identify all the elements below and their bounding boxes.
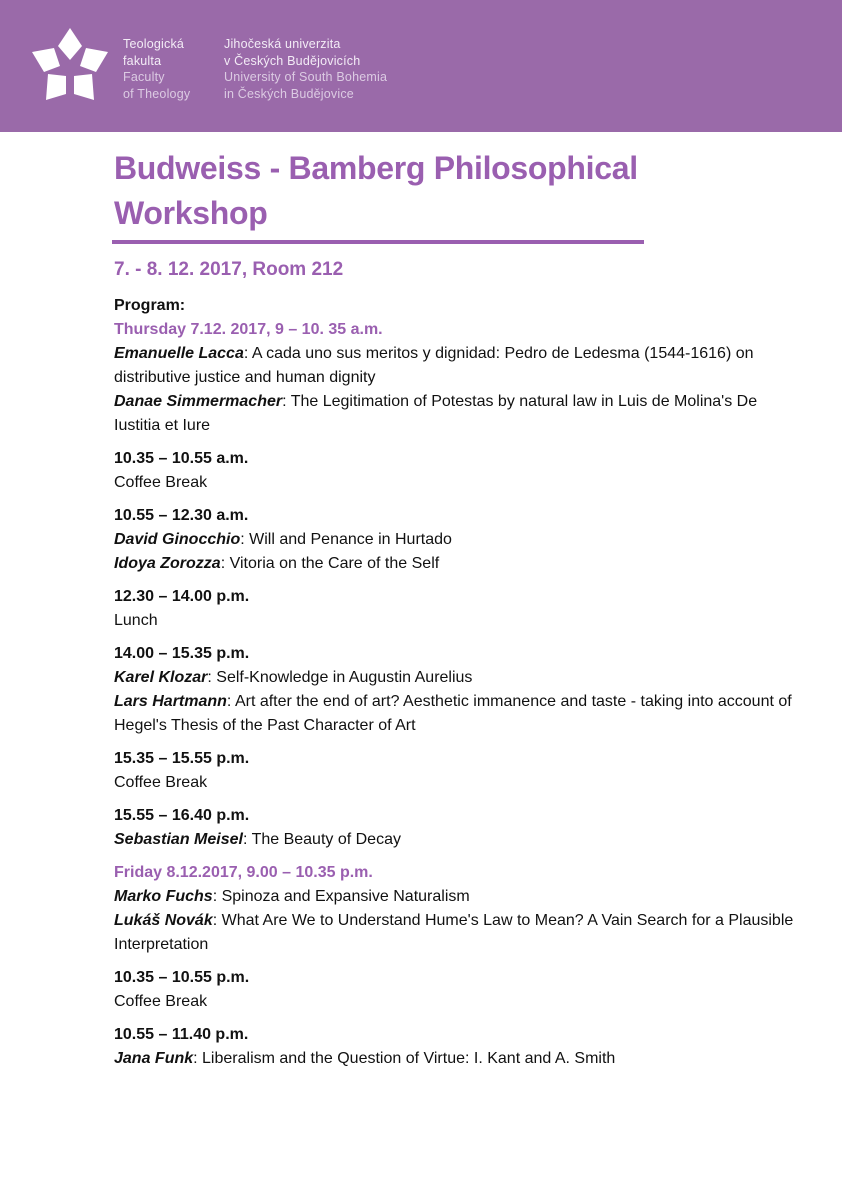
session-time: 15.55 – 16.40 p.m.	[114, 807, 250, 824]
faculty-line: Faculty	[123, 70, 165, 84]
talk: Lars Hartmann: Art after the end of art? Aesthetic immanence and taste - taking into account of Hegel's Thesis of the Past Character of Art	[114, 693, 792, 734]
talk: Idoya Zorozza: Vitoria on the Care of the Self	[114, 555, 440, 572]
talk-title: The Beauty of Decay	[251, 831, 401, 848]
speaker-name: Danae Simmermacher	[114, 393, 283, 410]
session-time: 14.00 – 15.35 p.m.	[114, 645, 250, 662]
session-time: 10.55 – 12.30 a.m.	[114, 507, 249, 524]
talk: Danae Simmermacher: The Legitimation of Potestas by natural law in Luis de Molina's De Iustitia et Iure	[114, 393, 758, 434]
flower-logo-icon	[30, 26, 110, 102]
talk-title: What Are We to Understand Hume's Law to Mean? A Vain Search for a Plausible Interpretation	[114, 912, 794, 953]
program-label: Program:	[114, 297, 186, 314]
session-note: Coffee Break	[114, 474, 208, 491]
session-note: Lunch	[114, 612, 158, 629]
session-note: Coffee Break	[114, 774, 208, 791]
faculty-line: fakulta	[123, 53, 162, 68]
speaker-name: Idoya Zorozza	[114, 555, 221, 572]
session-note: Coffee Break	[114, 993, 208, 1010]
day-heading: Friday 8.12.2017, 9.00 – 10.35 p.m.	[114, 864, 373, 881]
talk: Lukáš Novák: What Are We to Understand Hume's Law to Mean? A Vain Search for a Plausible Interpretation	[114, 912, 794, 953]
talk-title: Art after the end of art? Aesthetic immanence and taste - taking into account of Hegel's Thesis of the Past Character of Art	[114, 693, 792, 734]
talk-title: Self-Knowledge in Augustin Aurelius	[216, 669, 473, 686]
talk-title: A cada uno sus meritos y dignidad: Pedro de Ledesma (1544-1616) on distributive justice and human dignity	[114, 345, 754, 386]
talk: Jana Funk: Liberalism and the Question of Virtue: I. Kant and A. Smith	[114, 1050, 616, 1067]
speaker-name: Marko Fuchs	[114, 888, 213, 905]
talk: Sebastian Meisel: The Beauty of Decay	[114, 831, 401, 848]
session-time: 10.35 – 10.55 p.m.	[114, 969, 250, 986]
header-banner	[0, 0, 842, 132]
faculty-line: of Theology	[123, 86, 191, 101]
session-time: 15.35 – 15.55 p.m.	[114, 750, 250, 767]
program-content	[114, 294, 804, 1071]
speaker-name: Lars Hartmann	[114, 693, 227, 710]
talk-title: Spinoza and Expansive Naturalism	[221, 888, 470, 905]
speaker-name: Sebastian Meisel	[114, 831, 243, 848]
university-line: v Českých Budějovicích	[224, 53, 361, 68]
session-time: 12.30 – 14.00 p.m.	[114, 588, 250, 605]
talk: David Ginocchio: Will and Penance in Hurtado	[114, 531, 452, 548]
date-room: 7. - 8. 12. 2017, Room 212	[114, 259, 344, 280]
university-line: in Českých Budějovice	[224, 86, 354, 101]
talk: Emanuelle Lacca: A cada uno sus meritos y dignidad: Pedro de Ledesma (1544-1616) on distributive justice and human dignity	[114, 345, 754, 386]
day-heading: Thursday 7.12. 2017, 9 – 10. 35 a.m.	[114, 321, 383, 338]
talk: Marko Fuchs: Spinoza and Expansive Naturalism	[114, 888, 470, 905]
title-divider	[112, 240, 644, 244]
university-name	[224, 36, 387, 102]
university-line: Jihočeská univerzita	[224, 37, 341, 51]
session-time: 10.55 – 11.40 p.m.	[114, 1026, 249, 1043]
speaker-name: Emanuelle Lacca	[114, 345, 244, 362]
session-time: 10.35 – 10.55 a.m.	[114, 450, 249, 467]
talk-title: Liberalism and the Question of Virtue: I. Kant and A. Smith	[202, 1050, 616, 1067]
talk-title: Will and Penance in Hurtado	[249, 531, 452, 548]
speaker-name: David Ginocchio	[114, 531, 241, 548]
talk-title: The Legitimation of Potestas by natural law in Luis de Molina's De Iustitia et Iure	[114, 393, 758, 434]
page-title: Budweiss - Bamberg Philosophical Workshop	[114, 150, 638, 231]
university-line: University of South Bohemia	[224, 70, 388, 84]
speaker-name: Karel Klozar	[114, 669, 208, 686]
faculty-name	[123, 36, 190, 102]
talk-title: Vitoria on the Care of the Self	[229, 555, 440, 572]
faculty-line: Teologická	[123, 37, 185, 51]
speaker-name: Lukáš Novák	[114, 912, 213, 929]
talk: Karel Klozar: Self-Knowledge in Augustin Aurelius	[114, 669, 473, 686]
speaker-name: Jana Funk	[114, 1050, 194, 1067]
